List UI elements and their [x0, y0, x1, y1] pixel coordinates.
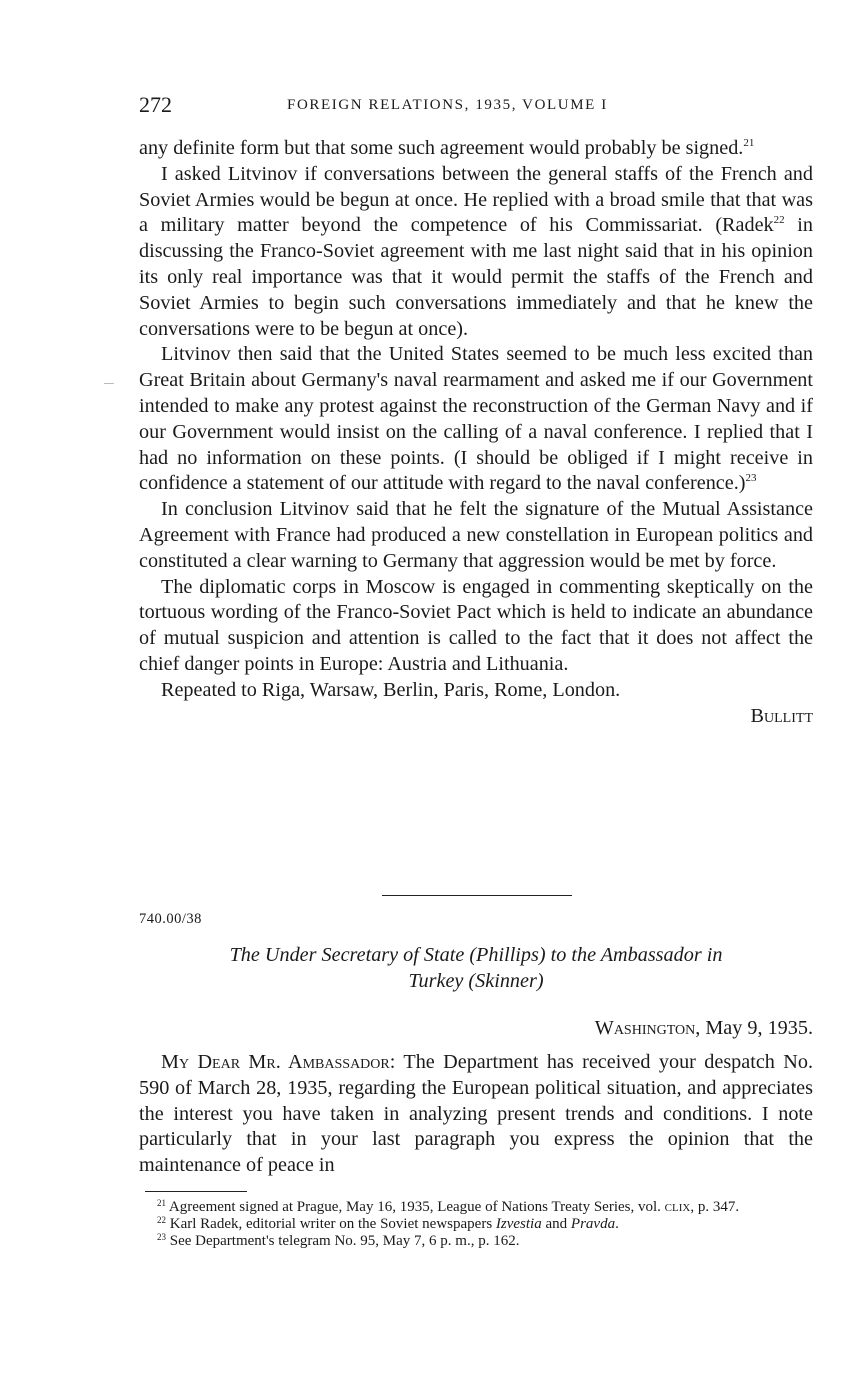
paragraph-repeated: Repeated to Riga, Warsaw, Berlin, Paris, Rome, London.	[161, 678, 621, 701]
paragraph-naval: Litvinov then said that the United States seemed to be much less excited than Great Britain about Germany's naval rearmament and asked me if our Government intended to make any protest against the reconstruction of the German Navy and if our Government would insist on the calling of a naval conference. I replied that I had no information on these points. (I should be obliged if I might receive in confidence a statement of our attitude with regard to the naval conference.)$^{23}$	[139, 343, 813, 495]
footnote-22: $^{22}$ Karl Radek, editorial writer on the Soviet newspapers Izvestia and Pravda.	[157, 1215, 619, 1232]
document-title	[139, 942, 813, 994]
salutation: My Dear Mr. Ambassador	[161, 1051, 390, 1073]
footnotes	[139, 1199, 813, 1250]
footnote-ref-21[interactable]: 21	[743, 137, 755, 149]
date-place: Washington	[594, 1017, 696, 1039]
footnote-ref-22[interactable]: 22	[773, 214, 785, 227]
date-text: , May 9, 1935.	[695, 1017, 813, 1039]
margin-mark	[104, 383, 114, 384]
file-number: 740.00/38	[139, 911, 202, 927]
title-line-2: Turkey (Skinner)	[408, 970, 544, 992]
paragraph-conclusion: In conclusion Litvinov said that he felt the signature of the Mutual Assistance Agreement with France had produced a new constellation in European politics and constituted a clear warning to Germany that aggression would be met by force.	[139, 498, 813, 572]
footnote-ref-23[interactable]: 23	[745, 472, 757, 485]
telegram-body	[139, 136, 813, 729]
footnote-marker: 21	[157, 1198, 166, 1208]
page-number: 272	[139, 92, 172, 117]
footnote-marker: 22	[157, 1215, 166, 1225]
footnote-divider	[145, 1191, 247, 1192]
section-divider	[382, 895, 572, 896]
paragraph-continuation: any definite form but that some such agreement would probably be signed.$^{21}$	[139, 137, 755, 159]
paragraph-diplomatic-corps: The diplomatic corps in Moscow is engaged in commenting skeptically on the tortuous wording of the Franco-Soviet Pact which is held to indicate an abundance of mutual suspicion and attention is called to the fact that it does not affect the chief danger points in Europe: Austria and Lithuania.	[139, 575, 813, 675]
dateline	[595, 1017, 813, 1040]
paragraph-staff-talks: I asked Litvinov if conversations between the general staffs of the French and Soviet Armies would be begun at once. He replied with a broad smile that that was a military matter beyond the competence of his Commissariat. (Radek$^{22}$ in discussing the Franco-Soviet agreement with me last night said that in his opinion its only real importance was that it would permit the staffs of the French and Soviet Armies to begin such conversations immediately and that he knew the conversations were to be begun at once).	[139, 162, 813, 340]
letter-body	[139, 1050, 813, 1179]
footnote-21: $^{21}$ Agreement signed at Prague, May 16, 1935, League of Nations Treaty Series, vol. clix, p. 347.	[157, 1198, 740, 1215]
running-head: FOREIGN RELATIONS, 1935, VOLUME I	[287, 97, 608, 113]
title-line-1: The Under Secretary of State (Phillips) to the Ambassador in	[229, 944, 723, 966]
signature: Bullitt	[750, 704, 813, 727]
letter-paragraph: My Dear Mr. Ambassador: The Department has received your despatch No. 590 of March 28, 1935, regarding the European political situation, and appreciates the interest you have taken in analyzing present trends and conditions. I note particularly that in your last paragraph you express the opinion that the maintenance of peace in	[139, 1051, 814, 1177]
footnote-23: $^{23}$ See Department's telegram No. 95, May 7, 6 p. m., p. 162.	[157, 1232, 520, 1249]
page-header	[139, 92, 819, 122]
footnote-marker: 23	[157, 1232, 166, 1242]
